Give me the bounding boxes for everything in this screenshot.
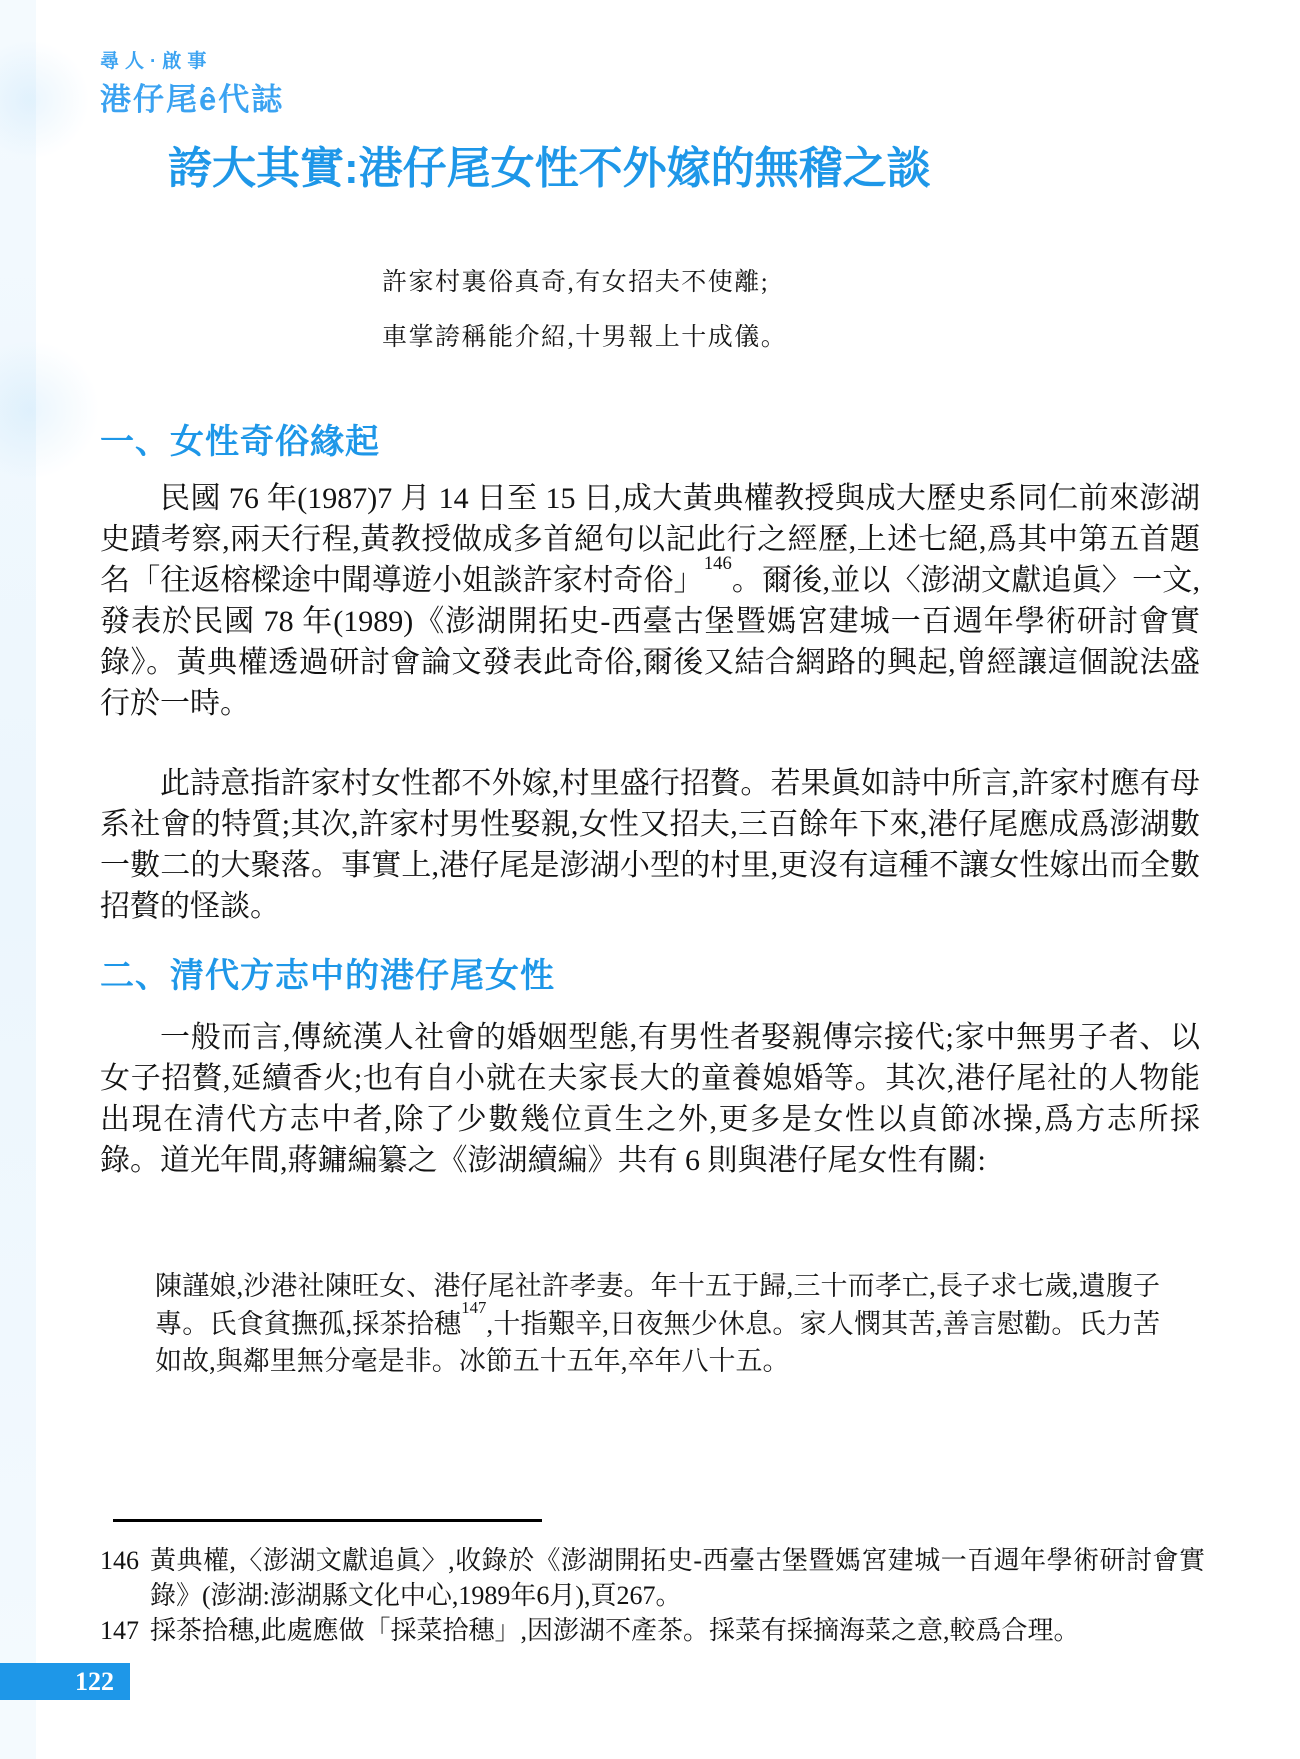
section-2-paragraph-1: 一般而言,傳統漢人社會的婚姻型態,有男性者娶親傳宗接代;家中無男子者、以女子招贅,延續香火;也有自小就在夫家長大的童養媳婚等。其次,港仔尾社的人物能出現在清代方志中者,除了少數幾位貢生之外,更多是女性以貞節冰操,爲方志所採錄。道光年間,蔣鏞編纂之《澎湖續編》共有 6 則與港仔尾女性有關: [100, 1021, 1200, 1177]
page-number: 122 [75, 1666, 114, 1696]
section-1-paragraph-1 [100, 478, 1200, 724]
logo-title: 港仔尾ê代誌 [100, 82, 285, 117]
footnote-number: 146 [100, 1546, 139, 1575]
poem-line-1: 許家村裏俗真奇,有女招夫不使離; [382, 269, 770, 296]
footnote-text: 黃典權,〈澎湖文獻追眞〉,收錄於《澎湖開拓史-西臺古堡暨媽宮建城一百週年學術研討會實錄》(澎湖:澎湖縣文化中心,1989年6月),頁267。 [150, 1546, 1205, 1610]
footnote-ref-147: 147 [461, 1298, 487, 1318]
quote-text: ,十指艱辛,日夜無少休息。家人憫其苦,善言慰勸。氏力苦如故,與鄰里無分毫是非。冰節五十五年,卒年八十五。 [155, 1308, 1161, 1376]
block-quote [155, 1268, 1160, 1381]
margin-texture-blob [0, 340, 100, 480]
section-1-paragraph-2: 此詩意指許家村女性都不外嫁,村里盛行招贅。若果眞如詩中所言,許家村應有母系社會的特質;其次,許家村男性娶親,女性又招夫,三百餘年下來,港仔尾應成爲澎湖數一數二的大聚落。事實上,港仔尾是澎湖小型的村里,更沒有這種不讓女性嫁出而全數招贅的怪談。 [100, 767, 1200, 923]
footnote-number: 147 [100, 1616, 139, 1645]
section-1-heading: 一、女性奇俗緣起 [100, 423, 380, 461]
logo-subtitle: 尋人·啟事 [100, 51, 213, 72]
footnotes [100, 1543, 1205, 1648]
footnote-ref-146: 146 [703, 552, 732, 574]
quote-text: 陳謹娘,沙港社陳旺女、港仔尾社許孝妻。年十五于歸,三十而孝亡,長子求七歲,遺腹子專。氏食貧撫孤,採茶拾穗 [155, 1271, 1160, 1339]
article-title: 誇大其實:港仔尾女性不外嫁的無稽之談 [168, 144, 931, 193]
paragraph-text: 民國 76 年(1987)7 月 14 日至 15 日,成大黃典權教授與成大歷史系同仁前來澎湖史蹟考察,兩天行程,黃教授做成多首絕句以記此行之經歷,上述七絕,爲其中第五首題名「往返榕樑途中聞導遊小姐談許家村奇俗」 [100, 482, 1200, 597]
left-margin-strip [0, 0, 36, 1759]
footnote-147 [100, 1613, 1205, 1648]
footnote-146 [100, 1543, 1205, 1613]
poem-line-2: 車掌誇稱能介紹,十男報上十成儀。 [382, 324, 788, 351]
footnote-separator-rule [113, 1519, 542, 1522]
margin-texture-blob [0, 40, 90, 160]
section-2-heading: 二、清代方志中的港仔尾女性 [100, 957, 555, 995]
paragraph-text: 。爾後,並以〈澎湖文獻追眞〉一文,發表於民國 78 年(1989)《澎湖開拓史-西臺古堡暨媽宮建城一百週年學術研討會實錄》。黃典權透過研討會論文發表此奇俗,爾後又結合網路的興起,曾經讓這個說法盛行於一時。 [100, 564, 1201, 720]
footnote-text: 採茶拾穗,此處應做「採菜拾穗」,因澎湖不產茶。採菜有採摘海菜之意,較爲合理。 [150, 1616, 1080, 1645]
page-number-badge [0, 1663, 130, 1700]
book-logo [100, 46, 284, 119]
